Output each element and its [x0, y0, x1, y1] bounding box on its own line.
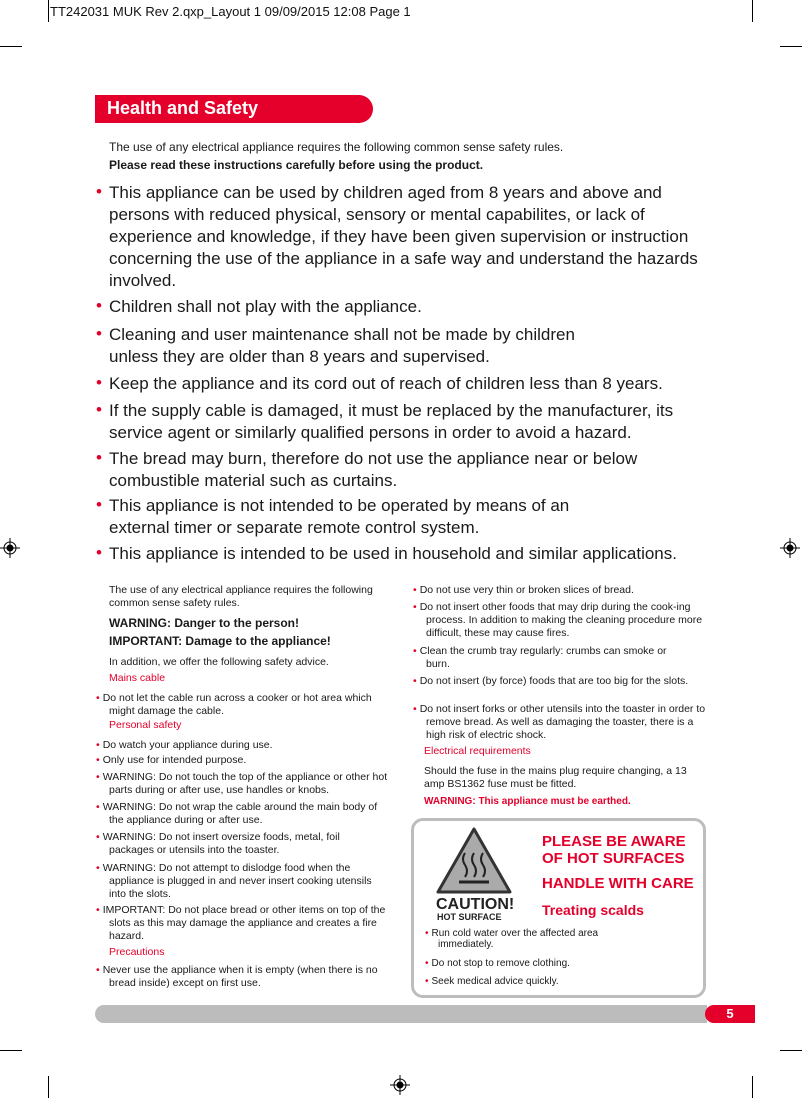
electrical-heading: Electrical requirements [424, 745, 531, 757]
registration-mark-icon [0, 538, 20, 558]
mains-cable-heading: Mains cable [109, 672, 166, 684]
aware-heading: OF HOT SURFACES [542, 850, 685, 867]
footer-bar [95, 1005, 707, 1023]
crop-mark [48, 1076, 49, 1098]
list-item: • Seek medical advice quickly. [425, 976, 559, 987]
list-item: • WARNING: Do not wrap the cable around the main body of the appliance during or after use. [96, 801, 378, 826]
safety-bullet: • The bread may burn, therefore do not use the appliance near or below combustible material such as curtains. [96, 448, 638, 490]
intro-instruction: Please read these instructions carefully before using the product. [109, 158, 484, 172]
crop-mark [752, 1076, 753, 1098]
personal-safety-heading: Personal safety [109, 719, 182, 731]
registration-mark-icon [780, 538, 800, 558]
aware-heading: PLEASE BE AWARE [542, 833, 686, 850]
important-heading: IMPORTANT: Damage to the appliance! [109, 634, 331, 648]
hot-surface-label: HOT SURFACE [437, 912, 502, 922]
handle-heading: HANDLE WITH CARE [542, 875, 694, 892]
crop-mark [780, 1050, 802, 1051]
list-item: • Do watch your appliance during use. [96, 739, 273, 751]
hot-surface-box [411, 818, 706, 998]
crop-mark [0, 1050, 22, 1051]
safety-bullet: • Children shall not play with the appliance. [96, 296, 422, 316]
list-item: • IMPORTANT: Do not place bread or other items on top of the slots as this may damage the appliance and creates a fire hazard. [96, 904, 386, 942]
safety-bullet: • This appliance can be used by children aged from 8 years and above and persons with reduced physical, sensory or mental capabilites, or lack of experience and knowledge, if they have been given supervision or instruction concerning the use of the appliance in a safe way and understand the hazards involved. [96, 182, 698, 290]
page-number: 5 [705, 1005, 755, 1023]
intro [109, 138, 563, 174]
list-item: • Do not insert forks or other utensils into the toaster in order to remove bread. As well as damaging the toaster, there is a high risk of electric shock. [413, 703, 706, 741]
list-item: • Clean the crumb tray regularly: crumbs can smoke or burn. [413, 645, 667, 670]
list-item: • Never use the appliance when it is empty (when there is no bread inside) except on first use. [96, 964, 378, 989]
list-item: • Do not insert (by force) foods that are too big for the slots. [413, 675, 689, 687]
list-item: • Do not let the cable run across a cooker or hot area which might damage the cable. [96, 692, 372, 717]
crop-mark [780, 46, 802, 47]
safety-bullet: • This appliance is intended to be used in household and similar applications. [96, 543, 677, 563]
warning-heading: WARNING: Danger to the person! [109, 616, 300, 630]
intro-line: The use of any electrical appliance requires the following common sense safety rules. [109, 140, 564, 154]
safety-bullet: • This appliance is not intended to be operated by means of an external timer or separate remote control system. [96, 495, 570, 537]
caution-label: CAUTION! [436, 896, 515, 913]
precautions-heading: Precautions [109, 946, 165, 958]
print-slug: TT242031 MUK Rev 2.qxp_Layout 1 09/09/2015 12:08 Page 1 [50, 4, 411, 19]
safety-bullet: • If the supply cable is damaged, it must be replaced by the manufacturer, its service agent or similarly qualified persons in order to avoid a hazard. [96, 400, 674, 442]
list-item: • Do not use very thin or broken slices of bread. [413, 584, 634, 596]
left-intro: The use of any electrical appliance requires the following common sense safety rules. [109, 584, 373, 609]
crop-mark [0, 46, 22, 47]
list-item: • Do not insert other foods that may drip during the cook-ing process. In addition to making the cleaning procedure more difficult, these may cause fires. [413, 601, 703, 639]
fuse-text: Should the fuse in the mains plug require changing, a 13 amp BS1362 fuse must be fitted. [424, 765, 687, 790]
page-title: Health and Safety [95, 95, 373, 123]
crop-mark [752, 0, 753, 22]
scalds-heading: Treating scalds [542, 902, 644, 918]
list-item: • WARNING: Do not touch the top of the appliance or other hot parts during or after use, use handles or knobs. [96, 771, 388, 796]
list-item: • WARNING: Do not insert oversize foods, metal, foil packages or utensils into the toaster. [96, 831, 340, 856]
earthed-warning: WARNING: This appliance must be earthed. [424, 796, 631, 807]
registration-mark-icon [390, 1075, 410, 1095]
list-item: • Do not stop to remove clothing. [425, 958, 570, 969]
safety-bullet: • Cleaning and user maintenance shall not be made by children unless they are older than 8 years and supervised. [96, 324, 575, 366]
list-item: • Only use for intended purpose. [96, 754, 247, 766]
list-item: • WARNING: Do not attempt to dislodge food when the appliance is plugged in and never insert cooking utensils into the slots. [96, 862, 372, 900]
safety-bullet: • Keep the appliance and its cord out of reach of children less than 8 years. [96, 373, 663, 393]
crop-mark [48, 0, 49, 22]
hot-surface-warning-icon [435, 826, 513, 896]
advice-text: In addition, we offer the following safety advice. [109, 656, 329, 668]
list-item: • Run cold water over the affected area immediately. [425, 928, 599, 950]
